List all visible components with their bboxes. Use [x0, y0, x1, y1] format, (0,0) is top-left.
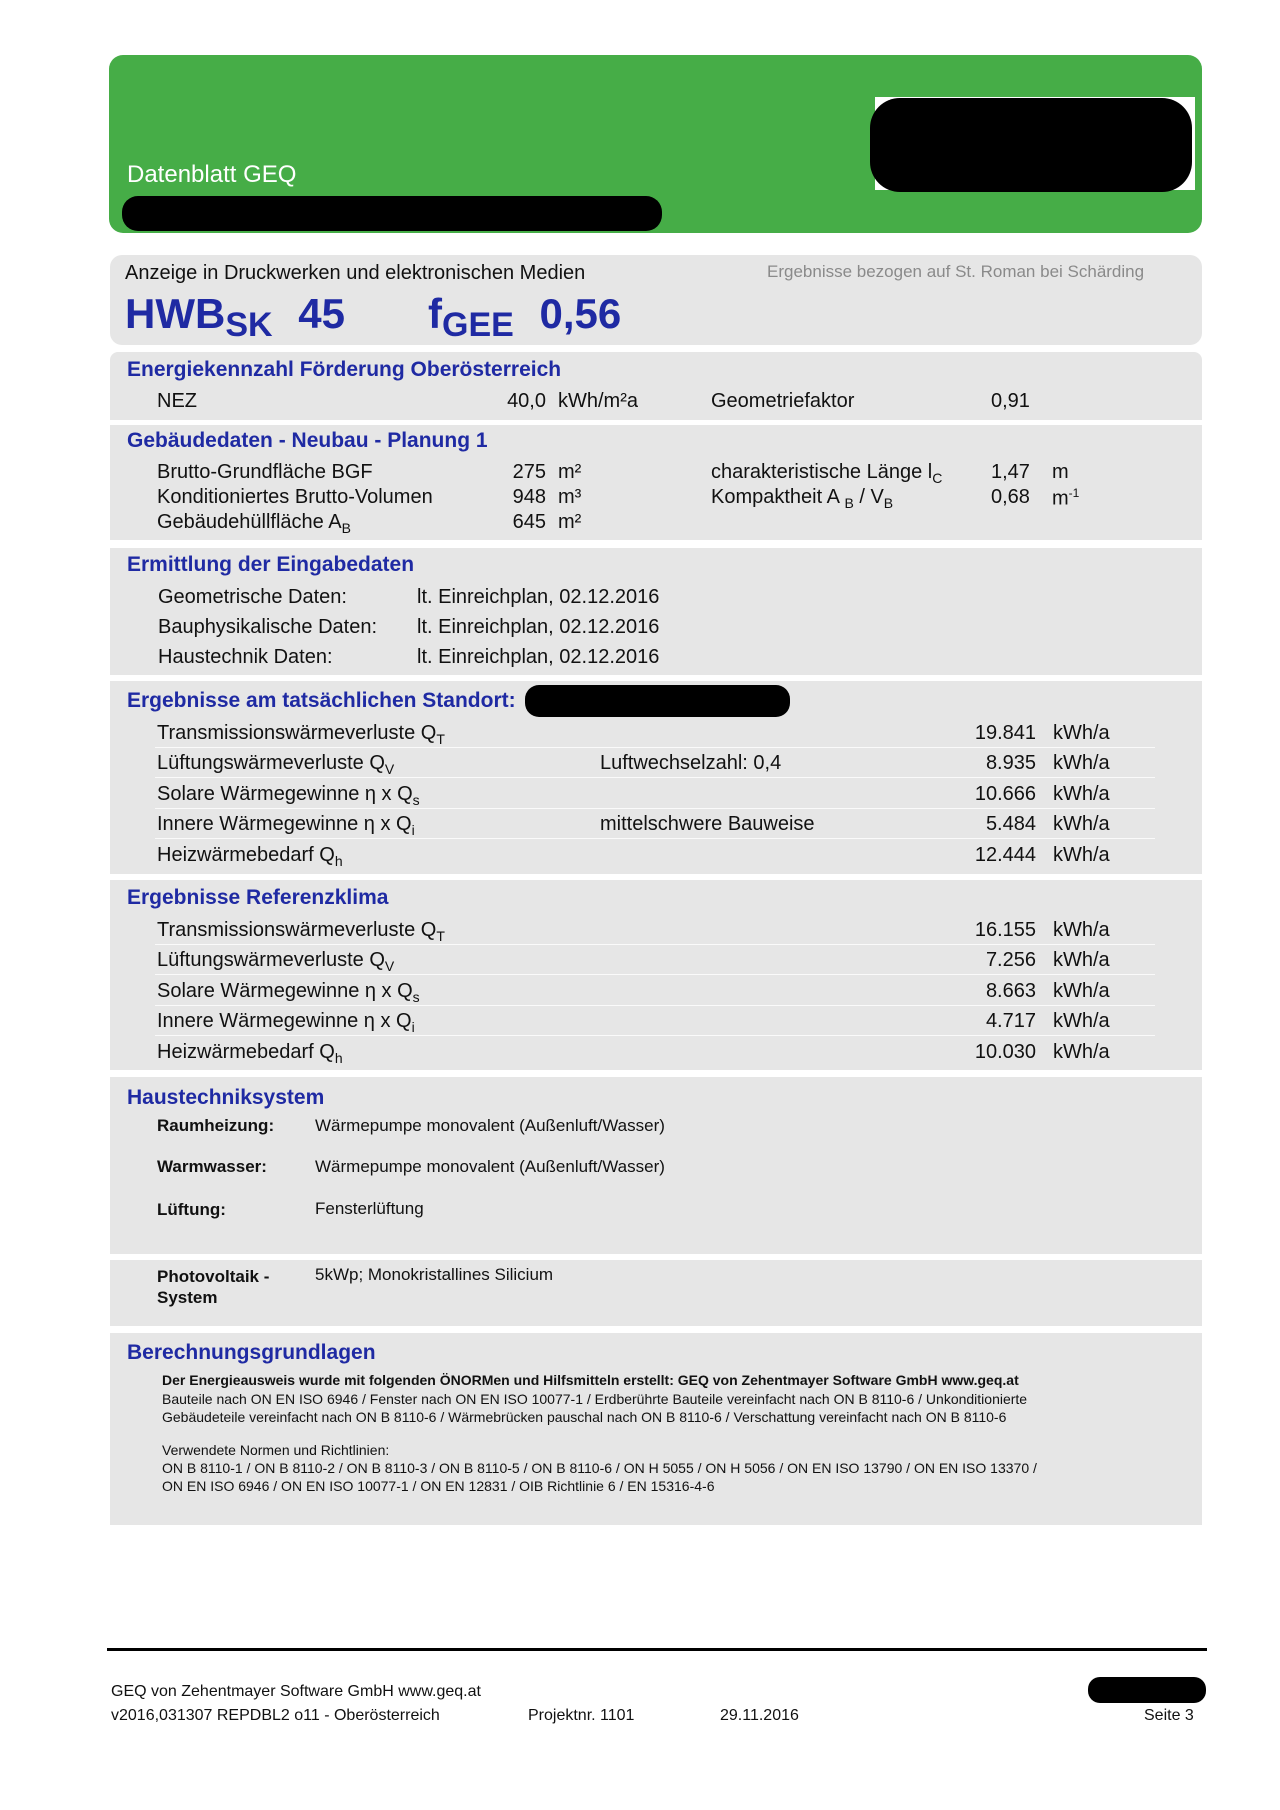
standort-row-label: Transmissionswärmeverluste $Q_T$	[157, 722, 445, 747]
row-divider	[155, 777, 1155, 778]
row-divider	[155, 838, 1155, 839]
grundlagen-line-2: Bauteile nach ON EN ISO 6946 / Fenster nach ON EN ISO 10077-1 / Erdberührte Bauteile vereinfacht nach ON B 8110-6 / Unkonditionierte	[162, 1391, 1028, 1407]
standort-row-unit: kWh/a	[1053, 844, 1110, 866]
standort-row-label: Solare Wärmegewinne η x $Q_s$	[157, 783, 420, 808]
referenz-title: Ergebnisse Referenzklima	[127, 886, 389, 909]
lueftung-value: Fensterlüftung	[315, 1199, 424, 1218]
referenz-row-label: Lüftungswärmeverluste $Q_V$	[157, 949, 395, 974]
grundlagen-line-6: ON EN ISO 6946 / ON EN ISO 10077-1 / ON EN 12831 / OIB Richtlinie 6 / EN 15316-4-6	[162, 1478, 715, 1494]
fgee-indicator	[428, 290, 622, 344]
geo-value: 0,91	[991, 390, 1030, 412]
eingabe-title: Ermittlung der Eingabedaten	[127, 553, 415, 576]
standort-row-note: Luftwechselzahl: 0,4	[600, 752, 782, 774]
grundlagen-line-4: Verwendete Normen und Richtlinien:	[162, 1442, 390, 1458]
eingabe-value-bau: lt. Einreichplan, 02.12.2016	[417, 616, 660, 638]
volume-unit: m³	[558, 486, 582, 508]
standort-title: Ergebnisse am tatsächlichen Standort:	[127, 689, 516, 712]
grundlagen-line-1: Der Energieausweis wurde mit folgenden ÖNORMen und Hilfsmitteln erstellt: GEQ von Zehentmayer Software GmbH www.geq.at	[162, 1372, 1019, 1388]
referenz-row-unit: kWh/a	[1053, 1010, 1110, 1032]
hwb-label: HWB	[125, 290, 226, 337]
kompakt-value: 0,68	[991, 486, 1030, 508]
eingabe-value-geo: lt. Einreichplan, 02.12.2016	[417, 586, 660, 608]
char-length-label: charakteristische Länge $l_C$	[711, 461, 943, 486]
grundlagen-line-5: ON B 8110-1 / ON B 8110-2 / ON B 8110-3 / ON B 8110-5 / ON B 8110-6 / ON H 5055 / ON H 5056 / ON EN ISO 13790 / ON EN ISO 13370 /	[162, 1460, 1037, 1476]
redacted-standort	[525, 685, 790, 717]
fgee-label: f	[428, 290, 442, 337]
geo-label: Geometriefaktor	[711, 390, 855, 412]
pv-label-1: Photovoltaik -	[157, 1267, 270, 1286]
nez-unit: kWh/m²a	[558, 390, 638, 412]
footer-page: Seite 3	[1144, 1707, 1194, 1724]
standort-row-unit: kWh/a	[1053, 783, 1110, 805]
lueftung-label: Lüftung:	[157, 1200, 226, 1219]
eingabe-label-geo: Geometrische Daten:	[158, 586, 347, 608]
footer-company: GEQ von Zehentmayer Software GmbH www.geq.at	[111, 1683, 481, 1700]
row-divider	[155, 944, 1155, 945]
hwb-sub: SK	[225, 306, 273, 344]
pv-label-2: System	[157, 1288, 218, 1307]
referenz-row-value: 16.155	[974, 919, 1036, 941]
location-note: Ergebnisse bezogen auf St. Roman bei Schärding	[767, 262, 1145, 281]
foerderung-title: Energiekennzahl Förderung Oberösterreich	[127, 358, 562, 381]
hwb-indicator	[125, 290, 345, 344]
raumheizung-value: Wärmepumpe monovalent (Außenluft/Wasser)	[315, 1116, 665, 1135]
pv-value: 5kWp; Monokristallines Silicium	[315, 1265, 554, 1284]
standort-row-unit: kWh/a	[1053, 722, 1110, 744]
bgf-value: 275	[512, 461, 546, 483]
standort-row-label: Innere Wärmegewinne η x $Q_i$	[157, 813, 415, 838]
referenz-row-label: Solare Wärmegewinne η x $Q_s$	[157, 980, 420, 1005]
row-divider	[155, 747, 1155, 748]
standort-row-label: Lüftungswärmeverluste $Q_V$	[157, 752, 395, 777]
char-length-value: 1,47	[991, 461, 1030, 483]
pv-panel	[110, 1260, 1202, 1326]
referenz-row-label: Transmissionswärmeverluste $Q_T$	[157, 919, 445, 944]
gebaeude-title: Gebäudedaten - Neubau - Planung 1	[127, 429, 488, 452]
referenz-row-label: Heizwärmebedarf $Q_h$	[157, 1041, 343, 1066]
standort-row-unit: kWh/a	[1053, 752, 1110, 774]
volume-label: Konditioniertes Brutto-Volumen	[157, 486, 433, 508]
standort-row-value: 12.444	[974, 844, 1036, 866]
grundlagen-title: Berechnungsgrundlagen	[127, 1341, 376, 1364]
footer-project: Projektnr. 1101	[528, 1707, 635, 1724]
warmwasser-value: Wärmepumpe monovalent (Außenluft/Wasser)	[315, 1157, 665, 1176]
referenz-row-unit: kWh/a	[1053, 980, 1110, 1002]
referenz-row-label: Innere Wärmegewinne η x $Q_i$	[157, 1010, 415, 1035]
volume-value: 948	[512, 486, 546, 508]
fgee-value: 0,56	[539, 290, 622, 337]
kompakt-unit: $m^{-1}$	[1052, 486, 1080, 510]
nez-value: 40,0	[507, 390, 546, 412]
standort-row-unit: kWh/a	[1053, 813, 1110, 835]
bgf-unit: m²	[558, 461, 582, 483]
standort-row-note: mittelschwere Bauweise	[600, 813, 815, 835]
redacted-address	[122, 196, 662, 231]
huelle-value: 645	[512, 511, 546, 533]
standort-row-value: 5.484	[985, 813, 1036, 835]
eingabe-value-ht: lt. Einreichplan, 02.12.2016	[417, 646, 660, 668]
footer-rule	[107, 1648, 1207, 1651]
display-heading: Anzeige in Druckwerken und elektronischen Medien	[125, 262, 586, 284]
eingabe-label-ht: Haustechnik Daten:	[158, 646, 333, 668]
huelle-label: Gebäudehüllfläche $A_B$	[157, 511, 351, 536]
footer-date: 29.11.2016	[720, 1707, 799, 1724]
warmwasser-label: Warmwasser:	[157, 1157, 267, 1176]
huelle-unit: m²	[558, 511, 582, 533]
eingabe-label-bau: Bauphysikalische Daten:	[158, 616, 378, 638]
referenz-row-value: 4.717	[985, 1010, 1036, 1032]
row-divider	[155, 808, 1155, 809]
footer-version: v2016,031307 REPDBL2 o11 - Oberösterreich	[111, 1707, 440, 1724]
nez-label: NEZ	[157, 390, 197, 412]
standort-row-value: 19.841	[974, 722, 1036, 744]
fgee-sub: GEE	[442, 306, 514, 344]
row-divider	[155, 1005, 1155, 1006]
referenz-row-unit: kWh/a	[1053, 949, 1110, 971]
standort-row-value: 10.666	[974, 783, 1036, 805]
char-length-unit: m	[1052, 461, 1069, 483]
haustechnik-title: Haustechniksystem	[127, 1086, 325, 1109]
header-title: Datenblatt GEQ	[127, 161, 297, 188]
referenz-row-value: 10.030	[974, 1041, 1036, 1063]
standort-row-value: 8.935	[985, 752, 1036, 774]
bgf-label: Brutto-Grundfläche BGF	[157, 461, 373, 483]
redacted-logo	[870, 98, 1192, 192]
standort-row-label: Heizwärmebedarf $Q_h$	[157, 844, 343, 869]
row-divider	[155, 974, 1155, 975]
redacted-footer	[1088, 1677, 1206, 1703]
referenz-row-value: 7.256	[985, 949, 1036, 971]
referenz-row-unit: kWh/a	[1053, 1041, 1110, 1063]
grundlagen-line-3: Gebäudeteile vereinfacht nach ON B 8110-6 / Wärmebrücken pauschal nach ON B 8110-6 / Verschattung vereinfacht nach ON B 8110-6	[162, 1409, 1007, 1425]
referenz-row-unit: kWh/a	[1053, 919, 1110, 941]
raumheizung-label: Raumheizung:	[157, 1116, 275, 1135]
referenz-row-value: 8.663	[985, 980, 1036, 1002]
kompakt-label: Kompaktheit A $_B / V_B$	[711, 486, 894, 511]
row-divider	[155, 1035, 1155, 1036]
hwb-value: 45	[298, 290, 345, 337]
